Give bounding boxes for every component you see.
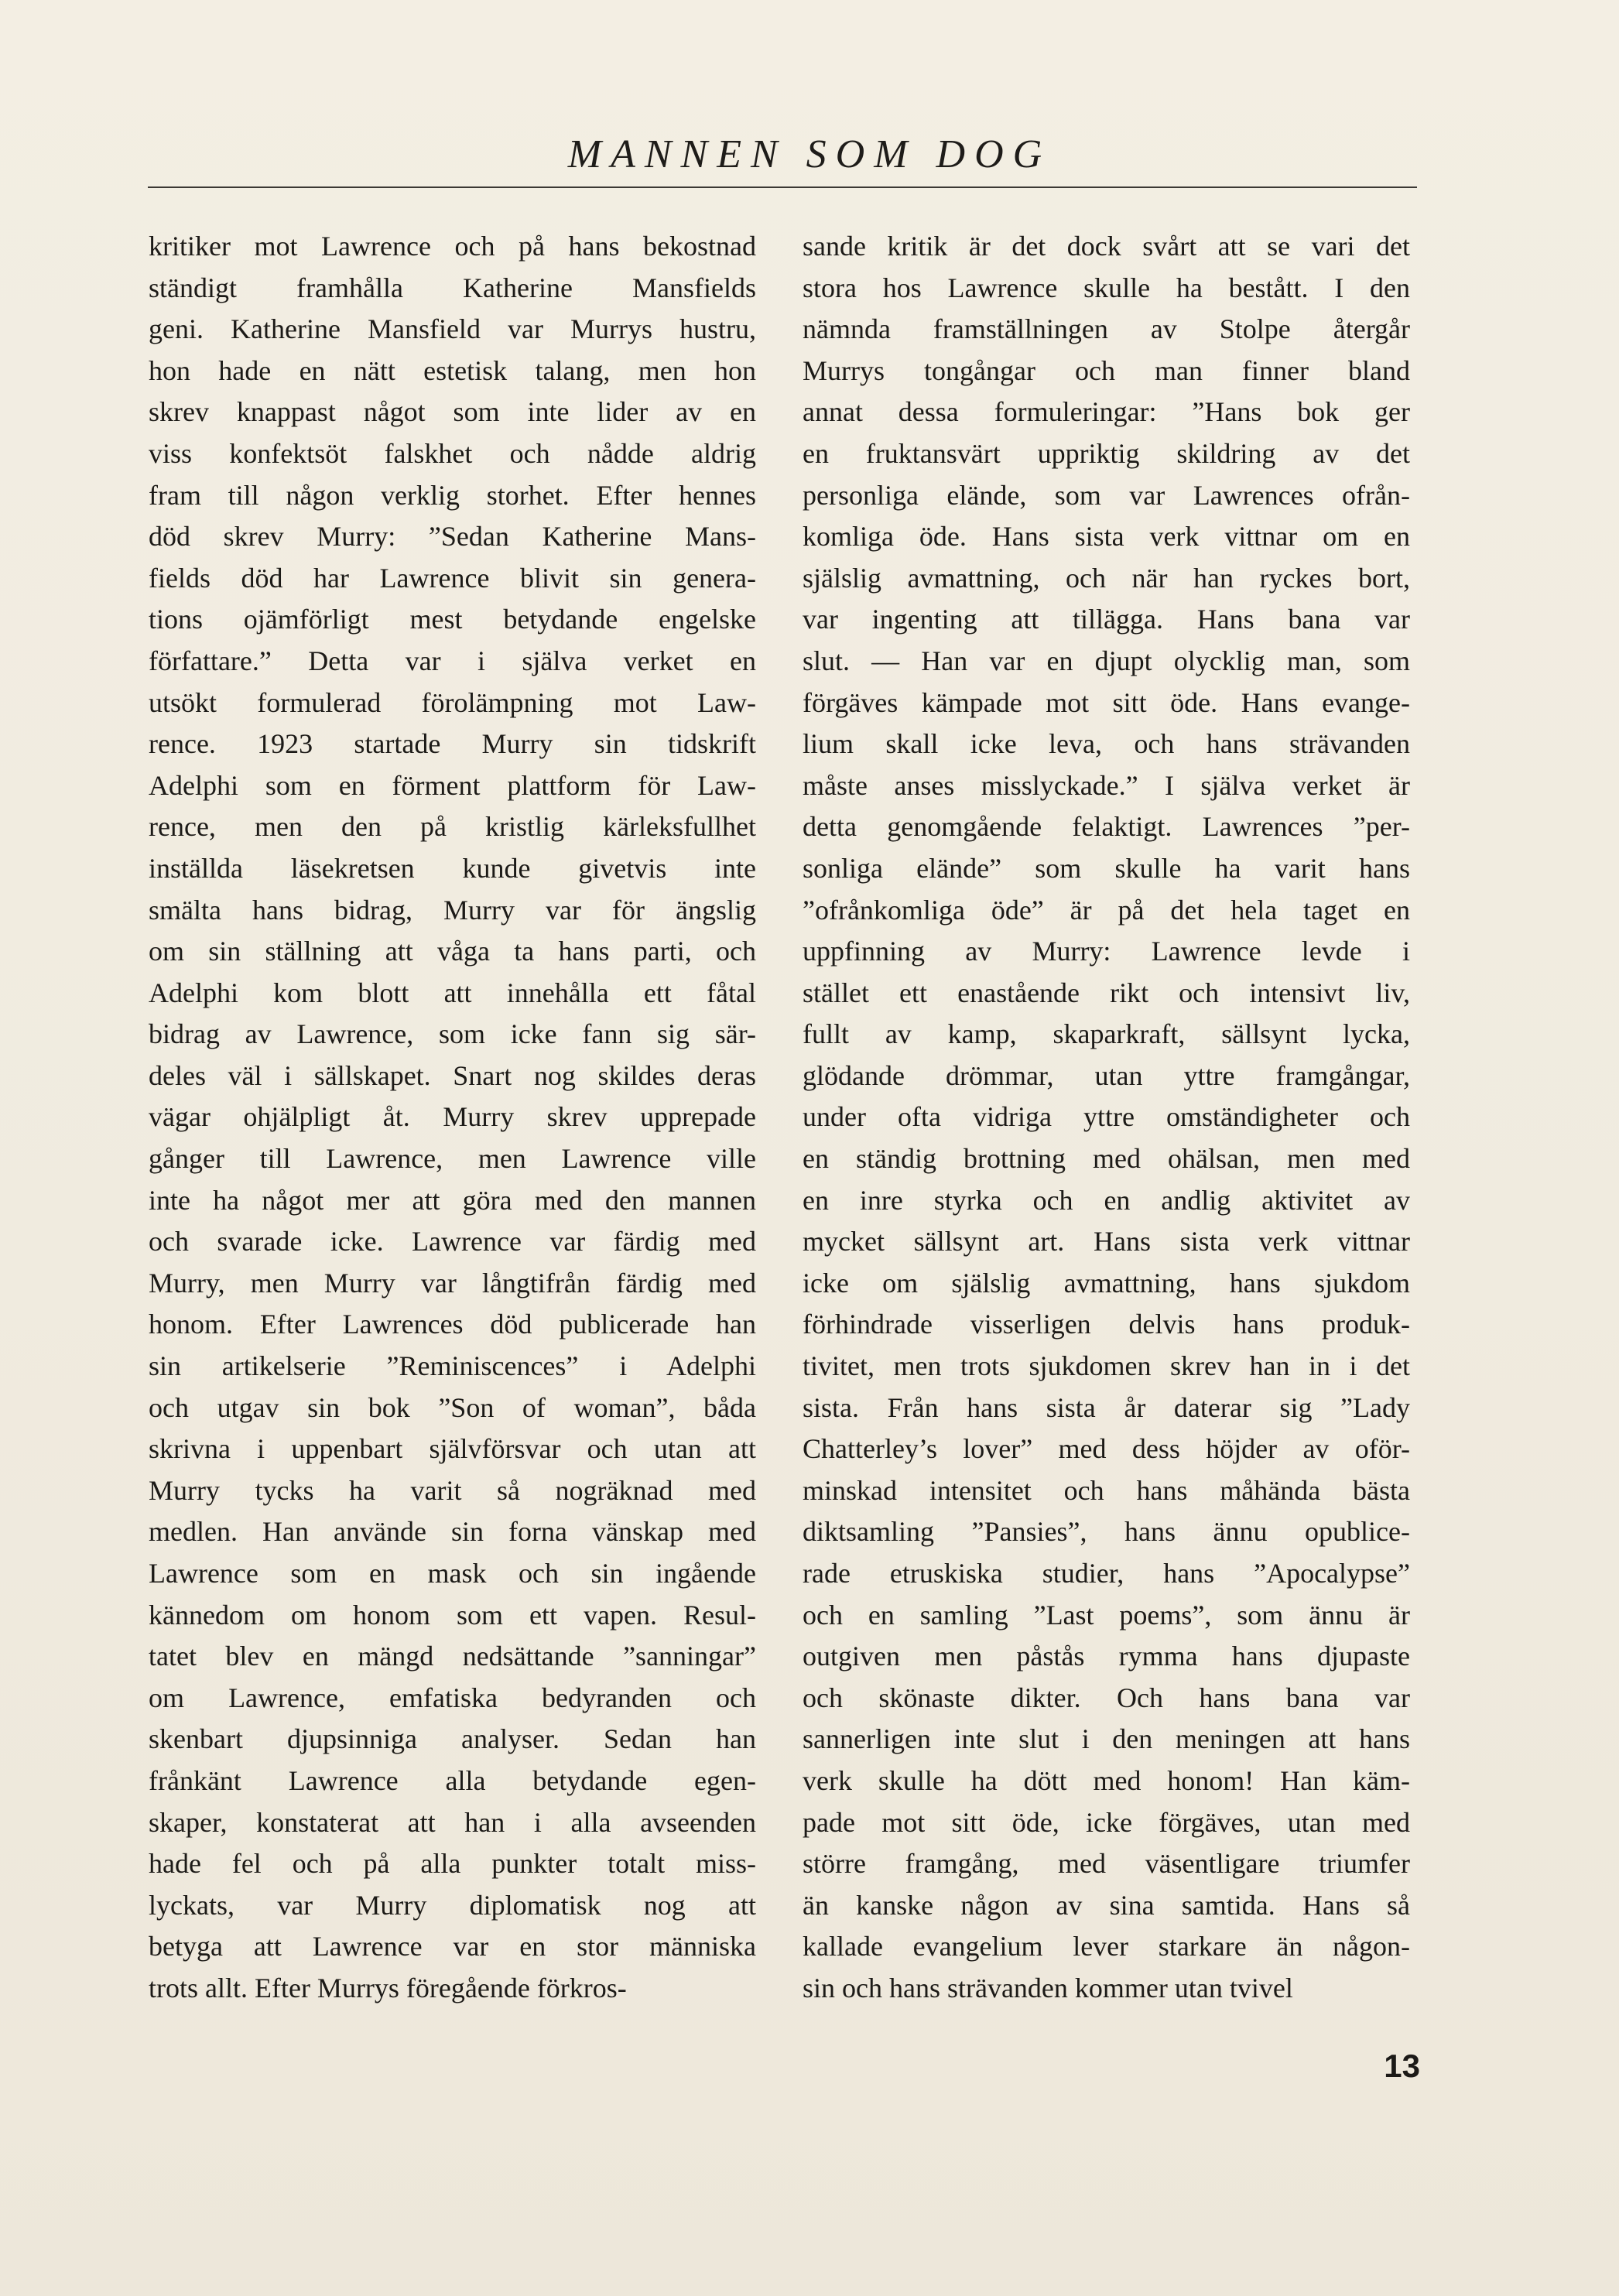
page-number: 13: [1384, 2048, 1420, 2084]
text-line: en ständig brottning med ohälsan, men med: [803, 1143, 1410, 1175]
text-line: glödande drömmar, utan yttre framgångar,: [803, 1059, 1410, 1091]
text-line: en inre styrka och en andlig aktivitet av: [803, 1184, 1410, 1216]
text-line: Murry tycks ha varit så nogräknad med: [149, 1474, 756, 1506]
text-line: Murrys tongångar och man finner bland: [803, 354, 1410, 386]
text-line: kallade evangelium lever starkare än någon-: [803, 1931, 1410, 1962]
text-line: hade fel och på alla punkter totalt miss-: [149, 1848, 756, 1880]
text-line: författare.” Detta var i själva verket en: [149, 645, 756, 676]
text-line: fram till någon verklig storhet. Efter hennes: [149, 479, 756, 511]
text-line: stora hos Lawrence skulle ha bestått. I den: [803, 272, 1410, 303]
text-line: icke om själslig avmattning, hans sjukdom: [803, 1267, 1410, 1299]
text-line: lium skall icke leva, och hans strävanden: [803, 728, 1410, 760]
text-line: minskad intensitet och hans måhända bästa: [803, 1474, 1410, 1506]
text-line: smälta hans bidrag, Murry var för ängslig: [149, 894, 756, 926]
text-line: kännedom om honom som ett vapen. Resul-: [149, 1599, 756, 1630]
text-line: tivitet, men trots sjukdomen skrev han in i det: [803, 1350, 1410, 1382]
text-line: måste anses misslyckade.” I själva verket är: [803, 769, 1410, 801]
text-line: död skrev Murry: ”Sedan Katherine Mans-: [149, 521, 756, 553]
text-line: sin och hans strävanden kommer utan tvivel: [803, 1972, 1293, 2003]
text-line: verk skulle ha dött med honom! Han käm-: [803, 1764, 1410, 1796]
text-line: lyckats, var Murry diplomatisk nog att: [149, 1889, 756, 1921]
text-line: honom. Efter Lawrences död publicerade han: [149, 1309, 756, 1340]
text-line: kritiker mot Lawrence och på hans bekostnad: [149, 231, 756, 262]
text-line: bidrag av Lawrence, som icke fann sig sär-: [149, 1018, 756, 1050]
text-line: Chatterley’s lover” med dess höjder av oför-: [803, 1433, 1410, 1465]
text-line: tions ojämförligt mest betydande engelske: [149, 604, 756, 635]
text-line: sande kritik är det dock svårt att se vari det: [803, 231, 1410, 262]
right-text-column: [803, 226, 1410, 2021]
text-line: komliga öde. Hans sista verk vittnar om en: [803, 521, 1410, 553]
text-line: sista. Från hans sista år daterar sig ”Lady: [803, 1391, 1410, 1423]
text-line: Lawrence som en mask och sin ingående: [149, 1558, 756, 1589]
text-line: en fruktansvärt uppriktig skildring av det: [803, 437, 1410, 469]
text-line: medlen. Han använde sin forna vänskap med: [149, 1516, 756, 1548]
text-line: och en samling ”Last poems”, som ännu är: [803, 1599, 1410, 1630]
text-line: annat dessa formuleringar: ”Hans bok ger: [803, 396, 1410, 428]
text-line: än kanske någon av sina samtida. Hans så: [803, 1889, 1410, 1921]
text-line: Adelphi som en förment plattform för Law-: [149, 769, 756, 801]
text-line: gånger till Lawrence, men Lawrence ville: [149, 1143, 756, 1175]
text-line: skrev knappast något som inte lider av en: [149, 396, 756, 428]
text-line: inte ha något mer att göra med den mannen: [149, 1184, 756, 1216]
text-line: om sin ställning att våga ta hans parti, och: [149, 936, 756, 967]
text-line: betyga att Lawrence var en stor människa: [149, 1931, 756, 1962]
text-line: förhindrade visserligen delvis hans produk-: [803, 1309, 1410, 1340]
text-line: vägar ohjälpligt åt. Murry skrev upprepade: [149, 1101, 756, 1133]
text-line: viss konfektsöt falskhet och nådde aldrig: [149, 437, 756, 469]
text-line: sonliga elände” som skulle ha varit hans: [803, 852, 1410, 884]
text-line: utsökt formulerad förolämpning mot Law-: [149, 686, 756, 718]
text-line: Murry, men Murry var långtifrån färdig med: [149, 1267, 756, 1299]
text-line: var ingenting att tillägga. Hans bana var: [803, 604, 1410, 635]
text-line: inställda läsekretsen kunde givetvis inte: [149, 852, 756, 884]
text-line: under ofta vidriga yttre omständigheter och: [803, 1101, 1410, 1133]
text-line: Adelphi kom blott att innehålla ett fåtal: [149, 977, 756, 1008]
text-line: förgäves kämpade mot sitt öde. Hans evange-: [803, 686, 1410, 718]
text-line: skrivna i uppenbart självförsvar och utan att: [149, 1433, 756, 1465]
header-rule: [148, 186, 1417, 188]
text-line: skenbart djupsinniga analyser. Sedan han: [149, 1723, 756, 1755]
text-line: ”ofrånkomliga öde” är på det hela taget en: [803, 894, 1410, 926]
text-line: pade mot sitt öde, icke förgäves, utan med: [803, 1806, 1410, 1838]
text-line: outgiven men påstås rymma hans djupaste: [803, 1641, 1410, 1672]
text-line: frånkänt Lawrence alla betydande egen-: [149, 1764, 756, 1796]
text-line: mycket sällsynt art. Hans sista verk vittnar: [803, 1226, 1410, 1257]
text-line: större framgång, med väsentligare triumfer: [803, 1848, 1410, 1880]
text-line: skaper, konstaterat att han i alla avseenden: [149, 1806, 756, 1838]
text-line: tatet blev en mängd nedsättande ”sanningar”: [149, 1641, 756, 1672]
text-line: geni. Katherine Mansfield var Murrys hustru,: [149, 313, 756, 345]
text-line: rade etruskiska studier, hans ”Apocalypse”: [803, 1558, 1410, 1589]
text-line: nämnda framställningen av Stolpe återgår: [803, 313, 1410, 345]
text-line: själslig avmattning, och när han ryckes bort,: [803, 562, 1410, 594]
left-text-column: [149, 226, 756, 2021]
text-line: och svarade icke. Lawrence var färdig med: [149, 1226, 756, 1257]
text-line: diktsamling ”Pansies”, hans ännu opublice-: [803, 1516, 1410, 1548]
text-line: ständigt framhålla Katherine Mansfields: [149, 272, 756, 303]
text-line: och skönaste dikter. Och hans bana var: [803, 1682, 1410, 1713]
text-line: uppfinning av Murry: Lawrence levde i: [803, 936, 1410, 967]
text-line: stället ett enastående rikt och intensivt liv,: [803, 977, 1410, 1008]
text-line: hon hade en nätt estetisk talang, men hon: [149, 354, 756, 386]
text-line: personliga elände, som var Lawrences ofrån-: [803, 479, 1410, 511]
text-line: rence, men den på kristlig kärleksfullhet: [149, 811, 756, 843]
text-line: rence. 1923 startade Murry sin tidskrift: [149, 728, 756, 760]
text-line: sannerligen inte slut i den meningen att hans: [803, 1723, 1410, 1755]
text-line: deles väl i sällskapet. Snart nog skildes deras: [149, 1059, 756, 1091]
text-line: om Lawrence, emfatiska bedyranden och: [149, 1682, 756, 1713]
text-line: trots allt. Efter Murrys föregående förkros-: [149, 1972, 627, 2003]
running-header-title: MANNEN SOM DOG: [567, 132, 1052, 176]
text-line: slut. — Han var en djupt olycklig man, som: [803, 645, 1410, 676]
text-line: fullt av kamp, skaparkraft, sällsynt lycka,: [803, 1018, 1410, 1050]
text-line: detta genomgående felaktigt. Lawrences ”per-: [803, 811, 1410, 843]
text-line: sin artikelserie ”Reminiscences” i Adelphi: [149, 1350, 756, 1382]
text-line: och utgav sin bok ”Son of woman”, båda: [149, 1391, 756, 1423]
text-line: fields död har Lawrence blivit sin genera-: [149, 562, 756, 594]
